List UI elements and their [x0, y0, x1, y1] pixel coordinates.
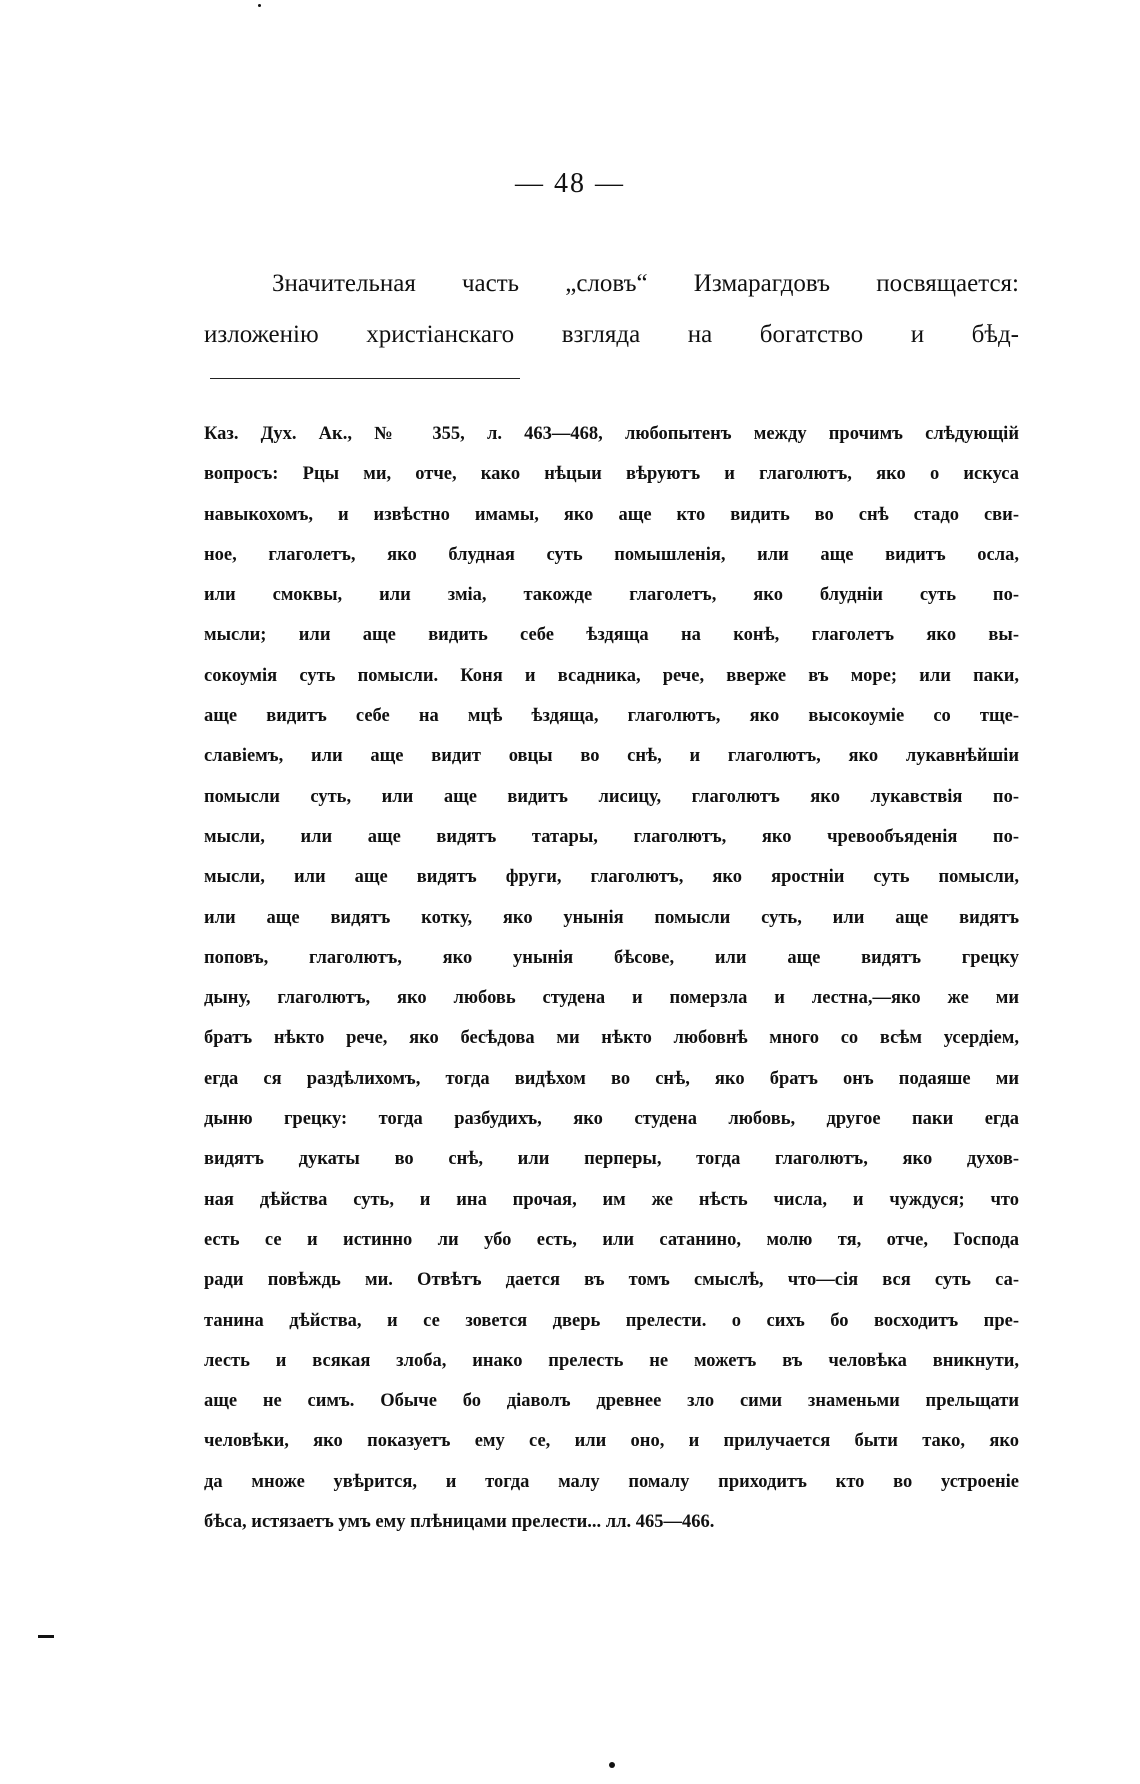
footnote-line: ное, глаголетъ, яко блудная суть помышленія, или аще видитъ осла, — [204, 544, 1019, 565]
footnote-line: да множе увѣрится, и тогда малу помалу приходитъ кто во устроеніе — [204, 1471, 1019, 1492]
footnote-line: бѣса, истязаетъ умъ ему плѣницами прелести... лл. 465—466. — [204, 1512, 715, 1533]
footnote-line: ради повѣждь ми. Отвѣтъ дается въ томъ смыслѣ, что—сія вся суть са- — [204, 1270, 1019, 1291]
footnote-line: мысли, или аще видятъ татары, глаголютъ, яко чревообъяденія по- — [204, 826, 1019, 847]
footnote-line: братъ нѣкто рече, яко бесѣдова ми нѣкто любовнѣ много со всѣм усердіем, — [204, 1028, 1019, 1049]
scan-speck — [258, 4, 261, 7]
footnote-line: человѣки, яко показуетъ ему се, или оно, и прилучается быти тако, яко — [204, 1431, 1019, 1452]
footnote-line: помысли суть, или аще видитъ лисицу, глаголютъ яко лукавствія по- — [204, 786, 1019, 807]
footnote-line: танина дѣйства, и се зовется дверь прелести. о сихъ бо восходитъ пре- — [204, 1310, 1019, 1331]
footnote-line: навыкохомъ, и извѣстно имамы, яко аще кто видить во снѣ стадо сви- — [204, 504, 1019, 525]
main-line: изложенію христіанскаго взгляда на богатство и бѣд- — [204, 321, 1019, 348]
footnote-line: дыню грецку: тогда разбудихъ, яко студена любовь, другое паки егда — [204, 1109, 1019, 1130]
main-line: Значительная часть „словъ“ Измарагдовъ посвящается: — [272, 270, 1019, 297]
margin-mark — [38, 1635, 54, 1638]
footnote — [204, 414, 1019, 1542]
footnote-line: или аще видятъ котку, яко унынія помысли суть, или аще видятъ — [204, 907, 1019, 928]
footnote-line: дыну, глаголютъ, яко любовь студена и померзла и лестна,—яко же ми — [204, 988, 1019, 1009]
footnote-line: сокоумія суть помысли. Коня и всадника, рече, вверже въ море; или паки, — [204, 665, 1019, 686]
footnote-line: егда ся раздѣлихомъ, тогда видѣхом во снѣ, яко братъ онъ подаяше ми — [204, 1068, 1019, 1089]
footnote-line: вопросъ: Рцы ми, отче, како нѣцыи вѣруютъ и глаголютъ, яко о искуса — [204, 464, 1019, 485]
footnote-line: видятъ дукаты во снѣ, или перперы, тогда глаголютъ, яко духов- — [204, 1149, 1019, 1170]
footnote-line: славіемъ, или аще видит овцы во снѣ, и глаголютъ, яко лукавнѣйшіи — [204, 746, 1019, 767]
footnote-line: аще видитъ себе на мцѣ ѣздяща, глаголютъ, яко высокоуміе со тще- — [204, 706, 1019, 727]
page-number: — 48 — — [515, 168, 625, 199]
scan-speck — [609, 1762, 615, 1768]
footnote-line: поповъ, глаголютъ, яко унынія бѣсове, или аще видятъ грецку — [204, 947, 1019, 968]
footnote-line: или смоквы, или зміа, такожде глаголетъ, яко блудніи суть по- — [204, 585, 1019, 606]
footnote-line: Каз. Дух. Ак., № 355, л. 463—468, любопытенъ между прочимъ слѣдующій — [204, 424, 1019, 444]
footnote-line: есть се и истинно ли убо есть, или сатанино, молю тя, отче, Господа — [204, 1229, 1019, 1250]
footnote-line: аще не симъ. Обыче бо діаволъ древнее зло сими знаменьми прельщати — [204, 1391, 1019, 1412]
main-paragraph — [204, 258, 1019, 360]
footnote-line: лесть и всякая злоба, инако прелесть не можетъ въ человѣка вникнути, — [204, 1350, 1019, 1371]
footnote-line: мысли; или аще видить себе ѣздяща на конѣ, глаголетъ яко вы- — [204, 625, 1019, 646]
footnote-line: ная дѣйства суть, и ина прочая, им же нѣсть числа, и чуждуся; что — [204, 1189, 1019, 1210]
footnote-line: мысли, или аще видятъ фруги, глаголютъ, яко яростніи суть помысли, — [204, 867, 1019, 888]
footnote-separator — [210, 378, 520, 379]
